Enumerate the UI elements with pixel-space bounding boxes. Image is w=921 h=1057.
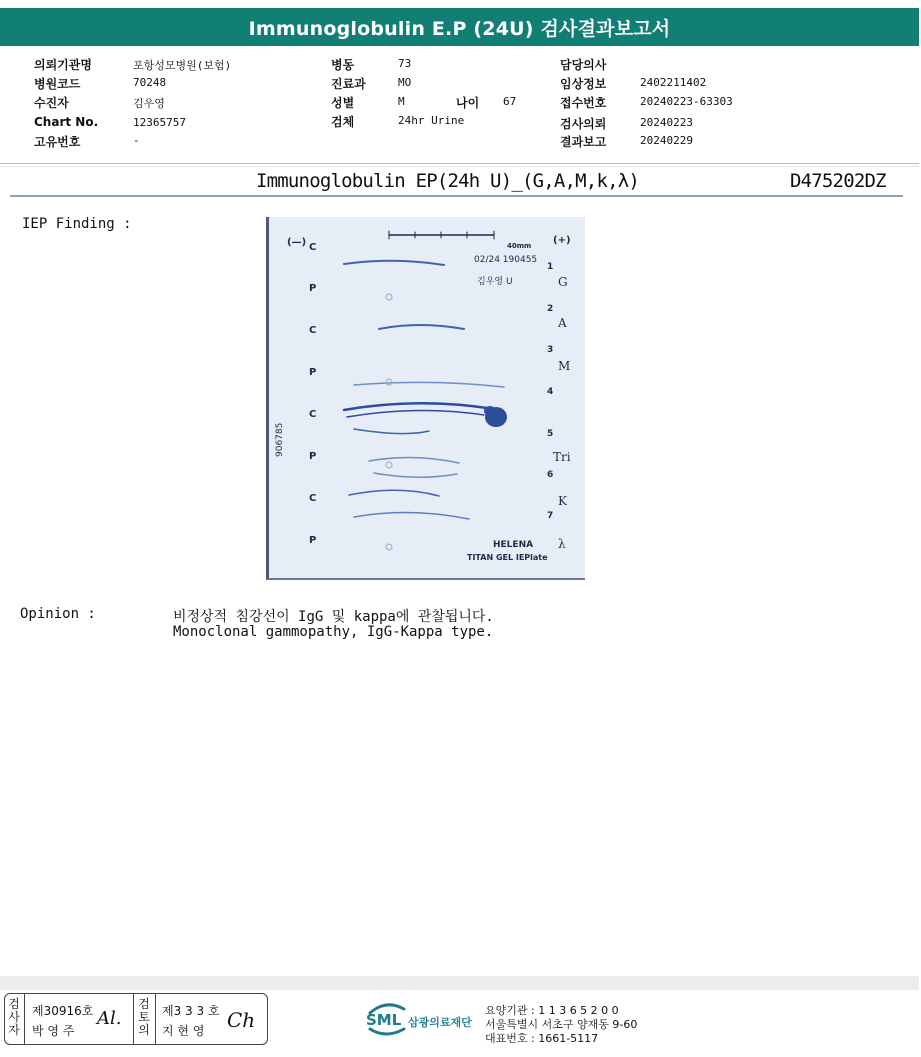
lane-label: P [309, 283, 317, 294]
patient-label: 수진자 [34, 96, 69, 110]
lane-number: 7 [547, 511, 554, 521]
result-value: 20240229 [640, 134, 693, 147]
foundation-phone: 대표번호 : 1661-5117 [485, 1032, 599, 1045]
antiserum-label: λ [558, 537, 566, 551]
chart-value: 12365757 [133, 116, 186, 129]
sex-label: 성별 [331, 96, 355, 110]
gel-scale-label: 40mm [507, 242, 532, 250]
lane-label: C [309, 242, 317, 253]
signature-box [4, 993, 268, 1045]
result-label: 결과보고 [560, 135, 607, 149]
chart-label: Chart No. [34, 115, 99, 129]
hospital-code-label: 병원코드 [34, 77, 81, 91]
institution-value: 포항성모병원(보험) [133, 59, 232, 72]
header-divider-shadow [0, 166, 919, 167]
footer-band [0, 976, 919, 990]
gel-stamp-name: 김우영 U [477, 277, 513, 287]
lane-label: C [309, 409, 317, 420]
tester-license-no: 제30916호 [32, 1004, 94, 1018]
patient-value: 김우영 [133, 97, 165, 110]
report-heading: Immunoglobulin EP(24h U)_(G,A,M,k,λ) [256, 170, 640, 192]
ward-label: 병동 [331, 58, 355, 72]
lane-label: P [309, 367, 317, 378]
lane-number: 3 [547, 345, 554, 355]
dept-value: MO [398, 76, 412, 89]
opinion-line-1: 비정상적 침강선이 IgG 및 kappa에 관찰됩니다. [173, 609, 494, 625]
care-org-number: 요양기관 : 1 1 3 6 5 2 0 0 [485, 1004, 619, 1017]
antiserum-label: M [558, 359, 571, 373]
ward-value: 73 [398, 57, 412, 70]
unique-label: 고유번호 [34, 135, 81, 149]
antiserum-label: Tri [553, 450, 571, 464]
request-label: 검사의뢰 [560, 117, 607, 131]
opinion-label: Opinion : [20, 606, 96, 622]
lane-number: 5 [547, 429, 554, 439]
receipt-value: 20240223-63303 [640, 95, 733, 108]
lane-label: C [309, 493, 317, 504]
signature-divider [133, 994, 134, 1044]
gel-product: TITAN GEL IEPlate [467, 553, 548, 562]
report-title: Immunoglobulin E.P (24U) 검사결과보고서 [248, 17, 671, 40]
reviewer-name: 지 현 영 [162, 1024, 205, 1038]
specimen-value: 24hr Urine [398, 114, 465, 127]
dept-label: 진료과 [331, 77, 366, 91]
gel-plus-label: (+) [553, 235, 571, 246]
gel-stamp-date: 02/24 190455 [474, 255, 538, 265]
institution-label: 의뢰기관명 [34, 58, 92, 72]
lane-number: 1 [547, 262, 554, 272]
sml-logo-text: SML [366, 1011, 402, 1029]
signature-divider [24, 994, 25, 1044]
lane-number: 6 [547, 470, 554, 480]
report-title-bar [0, 8, 919, 46]
clinical-label: 임상정보 [560, 77, 607, 91]
signature-divider [155, 994, 156, 1044]
sex-value: M [398, 95, 405, 108]
gel-precipitin-arcs [269, 217, 585, 578]
age-label: 나이 [456, 96, 480, 110]
doctor-label: 담당의사 [560, 58, 607, 72]
antiserum-label: A [558, 316, 567, 330]
gel-minus-label: (—) [287, 237, 307, 248]
reviewer-signature: Ch [227, 1008, 256, 1032]
sml-logo [364, 999, 474, 1039]
reviewer-license-no: 제3 3 3 호 [162, 1004, 220, 1018]
unique-value: - [133, 134, 140, 147]
lane-number: 4 [547, 387, 554, 397]
clinical-value: 2402211402 [640, 76, 707, 89]
foundation-address: 서울특별시 서초구 양재동 9-60 [485, 1018, 638, 1031]
heading-rule [10, 195, 903, 197]
age-value: 67 [503, 95, 517, 108]
receipt-label: 접수번호 [560, 96, 607, 110]
tester-name: 박 영 주 [32, 1024, 75, 1038]
header-divider [0, 163, 919, 164]
tester-signature: Al. [97, 1008, 122, 1029]
gel-brand: HELENA [493, 540, 534, 550]
specimen-label: 검체 [331, 115, 355, 129]
antiserum-label: K [558, 494, 567, 508]
request-value: 20240223 [640, 116, 693, 129]
antiserum-label: G [558, 275, 568, 289]
lane-label: P [309, 535, 317, 546]
iep-gel-image [266, 217, 585, 580]
lane-label: P [309, 451, 317, 462]
iep-finding-label: IEP Finding : [22, 216, 132, 232]
gel-side-number: 906785 [275, 422, 285, 457]
lane-label: C [309, 325, 317, 336]
report-code: D475202DZ [790, 170, 886, 192]
hospital-code-value: 70248 [133, 76, 167, 89]
lane-number: 2 [547, 304, 554, 314]
opinion-line-2: Monoclonal gammopathy, IgG-Kappa type. [173, 624, 494, 640]
foundation-name: 삼광의료재단 [408, 1016, 472, 1029]
tester-vertical-label: 검 사 자 [8, 997, 20, 1037]
reviewer-vertical-label: 검 토 의 [138, 997, 150, 1037]
